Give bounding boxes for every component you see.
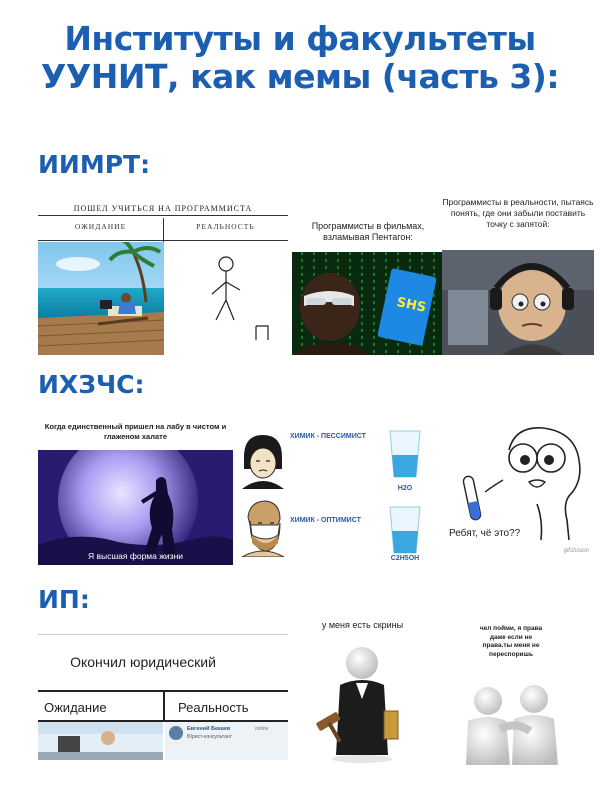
avatar [169,726,183,740]
meme6-header: Окончил юридический [70,654,216,670]
glass-half-empty-icon [388,429,422,479]
vk-status: online [255,726,269,732]
meme5-caption: Ребят, чё это?? [449,528,521,539]
meme5-watermark: gifsfusion [563,548,589,554]
section-ip-heading: ИП: [38,585,90,614]
page-title [0,20,600,96]
vk-profile-card [165,722,288,760]
meme6-label-reality: Реальность [178,700,249,715]
meme1-label-expectation: ОЖИДАНИЕ [74,222,127,231]
optimist-chad-icon [238,495,288,557]
meme-programmer-expectation-reality [38,200,288,355]
meme-chemist-pessimist-optimist [236,425,432,565]
pessimist-label: ХИМИК - ПЕССИМИСТ [290,433,366,440]
meme-lab-coat [38,420,233,565]
title-line-2: УУНИТ, как мемы (часть 3): [40,57,560,96]
meme6-divider [163,690,165,720]
meme6-label-expectation: Ожидание [44,700,107,715]
stick-figure-image [164,242,288,355]
meme-have-screenshots [300,617,425,765]
office-lawyer-image [38,722,163,760]
vk-subtitle: Юрист-консультант [187,734,232,740]
meme3-caption: Когда единственный пришел на лабу в чистом и глаженом халате [44,422,227,441]
cartoon-programmer-image [442,250,594,355]
3d-judge-figure-image [300,645,425,765]
rage-face-test-tube-image [445,420,593,565]
meme-what-is-this [445,420,593,565]
optimist-label: ХИМИК - ОПТИМИСТ [290,517,361,524]
meme-dude-understand [440,617,580,765]
section-iimrt-heading: ИИМРТ: [38,150,151,179]
meme2-caption-movies: Программисты в фильмах, взламывая Пентагон: [311,221,425,242]
movie-hacker-image [292,252,442,355]
pessimist-formula: H2O [397,485,413,492]
meme6-top-rule [38,634,288,635]
meme2-caption-reality: Программисты в реальности, пытаясь понять, где они забыли поставить точку с запятой: [442,197,594,229]
optimist-formula: C2H5OH [390,555,420,562]
meme8-caption: чел пойми, я права даже если не права.ты меня не переспоришь [479,625,543,658]
meme1-divider [163,218,164,242]
meme-programmers-movies-reality [292,195,594,355]
section-ihzchs-heading: ИХЗЧС: [38,370,145,399]
meme1-top-rule [38,215,288,216]
meme1-label-reality: РЕАЛЬНОСТЬ [196,222,255,231]
meme3-subtitle: Я высшая форма жизни [87,551,184,561]
vk-name: Евгений Бекаев [187,726,231,732]
night-moon-silhouette-image [38,450,233,565]
meme2-box-text: SHS [395,294,428,316]
title-line-1: Институты и факультеты [64,19,536,58]
glass-half-full-icon [388,505,422,555]
pessimist-wojak-icon [238,429,288,489]
meme-law-graduate [38,632,288,760]
meme7-caption: у меня есть скрины [321,620,404,630]
beach-laptop-image [38,242,164,355]
3d-figures-hugging-image [440,685,580,765]
meme1-header: ПОШЕЛ УЧИТЬСЯ НА ПРОГРАММИСТА [73,204,253,213]
